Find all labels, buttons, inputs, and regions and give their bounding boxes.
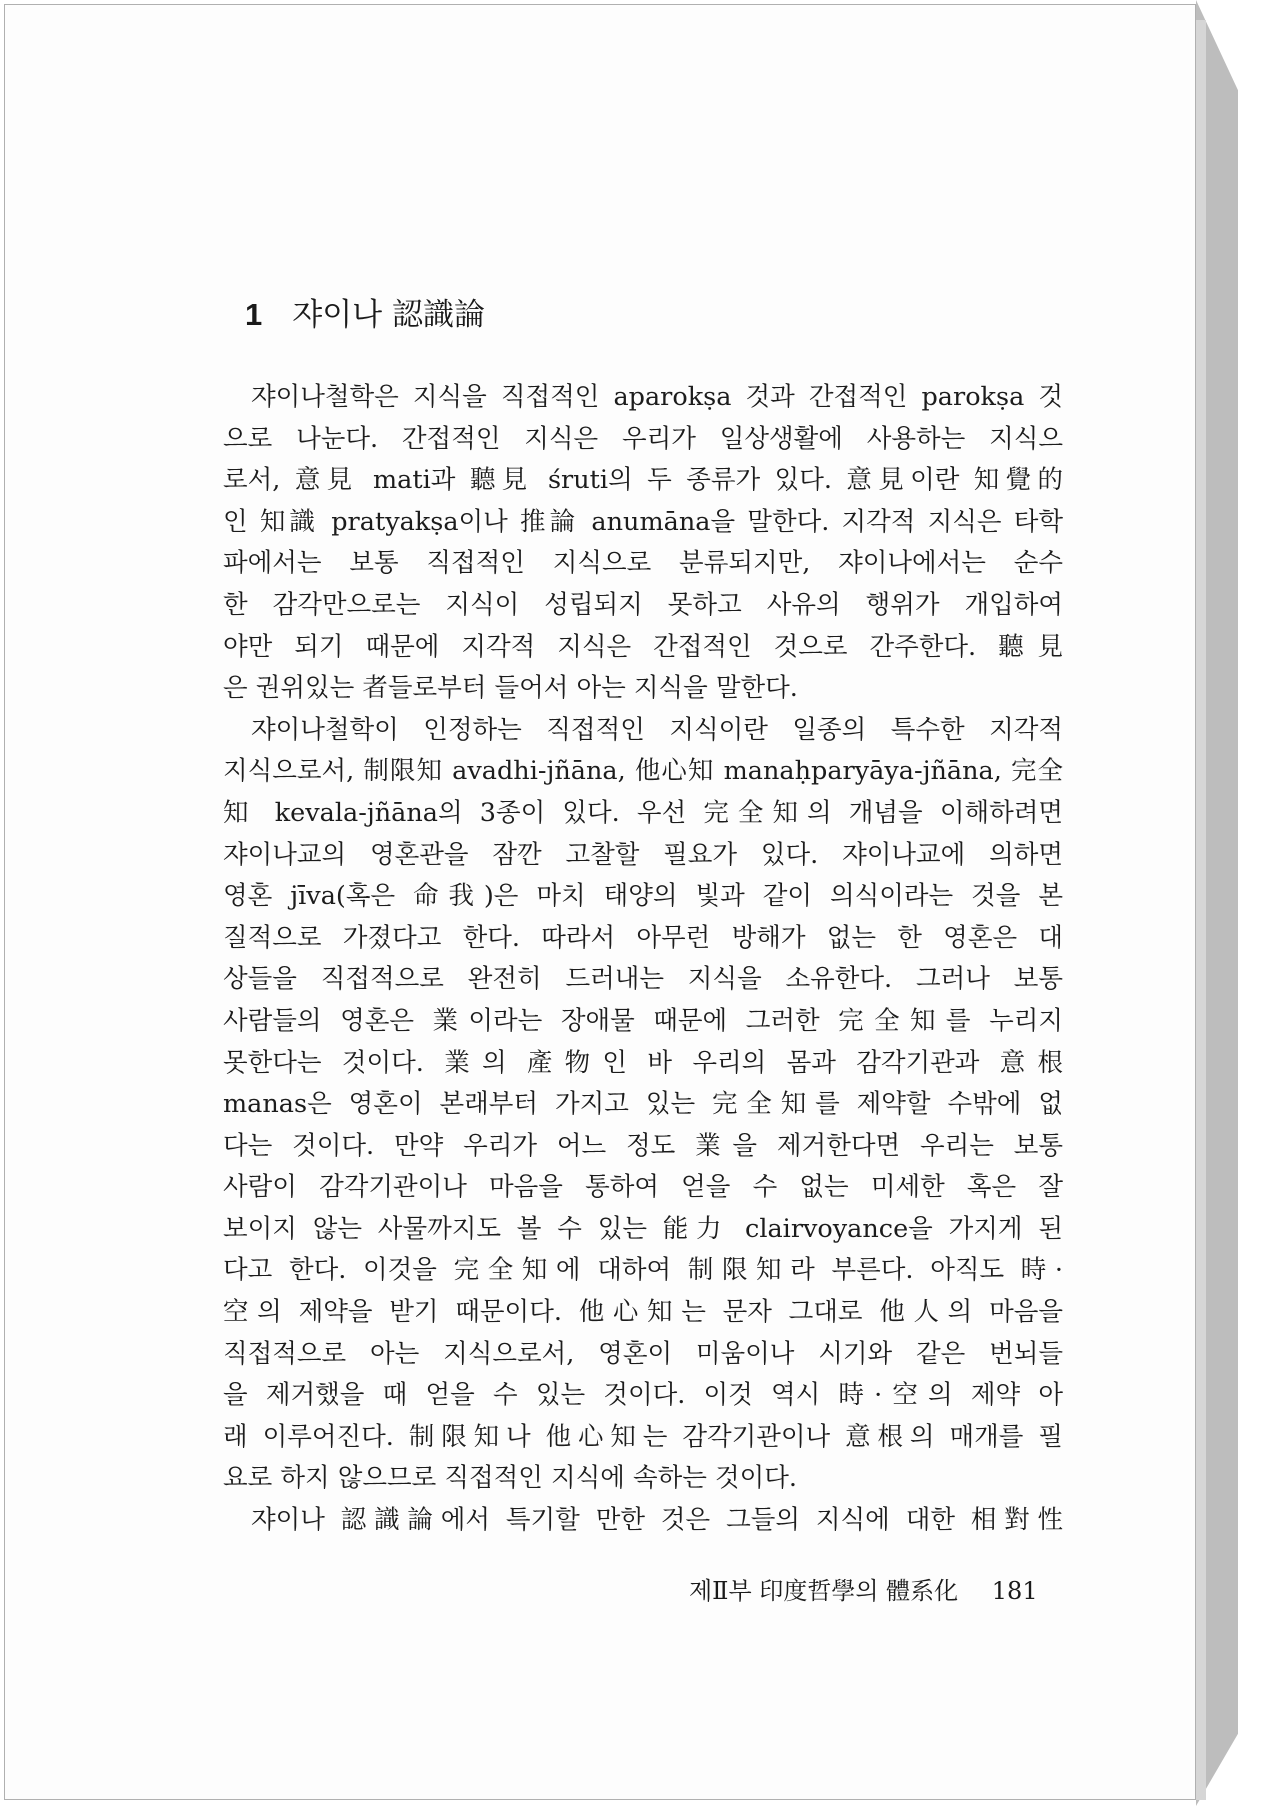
text-line: 래 이루어진다. 制限知나 他心知는 감각기관이나 意根의 매개를 필 [223, 1421, 1063, 1452]
text-line: 다는 것이다. 만약 우리가 어느 정도 業을 제거한다면 우리는 보통 [223, 1130, 1063, 1161]
text-line: 쟈이나 認識論에서 특기할 만한 것은 그들의 지식에 대한 相對性 [251, 1505, 1063, 1536]
text-line: 은 권위있는 者들로부터 들어서 아는 지식을 말한다. [223, 673, 798, 704]
page-edge-highlight [1196, 20, 1206, 1800]
text-line: 쟈이나교의 영혼관을 잠깐 고찰할 필요가 있다. 쟈이나교에 의하면 [223, 839, 1063, 870]
text-line: 못한다는 것이다. 業의 產物인 바 우리의 몸과 감각기관과 意根 [223, 1047, 1063, 1078]
text-line: 로서, 意見 mati과 聽見 śruti의 두 종류가 있다. 意見이란 知覺的 [223, 465, 1063, 496]
text-line: 요로 하지 않으므로 직접적인 지식에 속하는 것이다. [223, 1463, 798, 1494]
text-line: 인 知識 pratyakṣa이나 推論 anumāna을 말한다. 지각적 지식은 타학 [223, 506, 1063, 537]
book-page [4, 4, 1196, 1800]
page-footer [689, 1571, 1038, 1606]
part-title: 印度哲學의 體系化 [759, 1577, 959, 1605]
text-line: 영혼 jīva(혹은 命我)은 마치 태양의 빛과 같이 의식이라는 것을 본 [223, 881, 1063, 912]
text-line: 쟈이나철학이 인정하는 직접적인 지식이란 일종의 특수한 지각적 [251, 714, 1063, 745]
text-line: 한 감각만으로는 지식이 성립되지 못하고 사유의 행위가 개입하여 [223, 589, 1063, 620]
text-line: 空의 제약을 받기 때문이다. 他心知는 문자 그대로 他人의 마음을 [223, 1297, 1063, 1328]
text-line: 다고 한다. 이것을 完全知에 대하여 制限知라 부른다. 아직도 時· [223, 1255, 1063, 1286]
text-line: 사람이 감각기관이나 마음을 통하여 얻을 수 없는 미세한 혹은 잘 [223, 1172, 1063, 1203]
text-line: 직접적으로 아는 지식으로서, 영혼이 미움이나 시기와 같은 번뇌들 [223, 1338, 1063, 1369]
text-line: 야만 되기 때문에 지각적 지식은 간접적인 것으로 간주한다. 聽見 [223, 631, 1063, 662]
section-number: 1 [245, 297, 263, 332]
part-label: 제Ⅱ부 [689, 1577, 752, 1605]
text-line: 질적으로 가졌다고 한다. 따라서 아무런 방해가 없는 한 영혼은 대 [223, 922, 1063, 953]
text-line: 知 kevala-jñāna의 3종이 있다. 우선 完全知의 개념을 이해하려면 [223, 797, 1063, 828]
text-line: 쟈이나철학은 지식을 직접적인 aparokṣa 것과 간접적인 parokṣa 것 [251, 382, 1063, 412]
text-line: manas은 영혼이 본래부터 가지고 있는 完全知를 제약할 수밖에 없 [223, 1089, 1063, 1120]
text-line: 으로 나눈다. 간접적인 지식은 우리가 일상생활에 사용하는 지식으 [223, 423, 1063, 454]
page-number: 181 [991, 1577, 1038, 1605]
body-text [223, 377, 1063, 1542]
section-title: 쟈이나 認識論 [292, 297, 485, 333]
section-heading [245, 289, 485, 334]
text-line: 상들을 직접적으로 완전히 드러내는 지식을 소유한다. 그러나 보통 [223, 964, 1063, 995]
text-line: 보이지 않는 사물까지도 볼 수 있는 能力 clairvoyance을 가지게 된 [223, 1213, 1063, 1244]
text-line: 파에서는 보통 직접적인 지식으로 분류되지만, 쟈이나에서는 순수 [223, 548, 1063, 579]
text-line: 을 제거했을 때 얻을 수 있는 것이다. 이것 역시 時·空의 제약 아 [223, 1380, 1063, 1411]
text-line: 사람들의 영혼은 業이라는 장애물 때문에 그러한 完全知를 누리지 [223, 1005, 1063, 1036]
text-line: 지식으로서, 制限知 avadhi-jñāna, 他心知 manaḥparyāya-jñāna, 完全 [223, 756, 1063, 787]
